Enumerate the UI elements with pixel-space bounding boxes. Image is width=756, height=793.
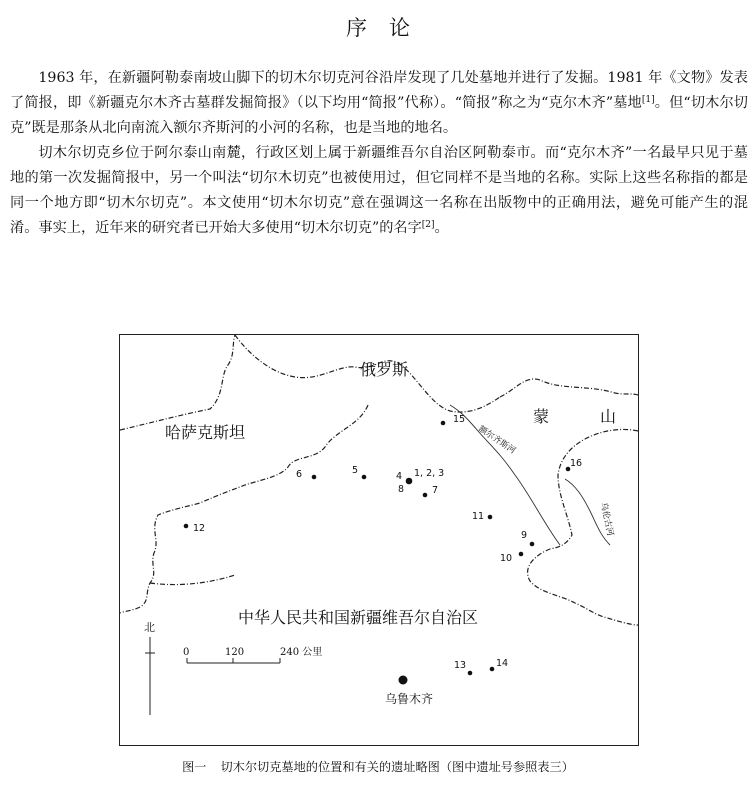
site-6-dot: [312, 475, 317, 480]
region-mongolia-2: 山: [600, 407, 617, 426]
section-title: 序论: [346, 16, 432, 40]
border-kazakhstan-china-south: [150, 575, 235, 585]
river-irtysh: [450, 405, 560, 545]
site-14-label: 14: [496, 658, 509, 669]
paragraph-2-text-b: 。: [434, 220, 449, 236]
site-9-dot: [530, 542, 535, 547]
footnote-ref-2[interactable]: [2]: [421, 220, 435, 230]
footnote-ref-1[interactable]: [1]: [641, 95, 655, 105]
site-4-label: 4: [396, 471, 403, 482]
site-7-dot: [423, 493, 428, 498]
region-russia: 俄罗斯: [360, 360, 409, 379]
north-arrow-icon: [145, 637, 155, 715]
urumqi-dot: [399, 676, 408, 685]
river-irtysh-label: 额尔齐斯河: [476, 424, 518, 457]
paragraph-2-text-a: 切木尔切克乡位于阿尔泰山南麓，行政区划上属于新疆维吾尔自治区阿勒泰市。而“克尔木齐”一名最早只见于墓地的第一次发掘简报中，另一个叫法“切尔木切克”也被使用过，但它同样不是当地的名称。实际上这些名称指的都是同一个地方即“切木尔切克”。本文使用“切木尔切克”意在强调这一名称在出版物中的正确用法，避免可能产生的混淆。事实上，近年来的研究者已开始大多使用“切木尔切克”的名字: [10, 145, 748, 236]
north-label: 北: [144, 621, 155, 634]
site-8-label: 8: [398, 484, 405, 495]
paragraph-1-text-b: 。但“切木尔切克”既是那条从北向南流入额尔齐斯河的小河的名称，也是当地的地名。: [10, 95, 748, 136]
border-mongolia-china: [528, 429, 638, 625]
figure-caption: [0, 758, 756, 775]
scale-label-0: 0: [183, 647, 190, 658]
site-10-label: 10: [500, 553, 513, 564]
scale-label-240: 240 公里: [280, 647, 323, 658]
region-xinjiang: 中华人民共和国新疆维吾尔自治区: [238, 608, 479, 627]
site-10-dot: [519, 552, 524, 557]
site-14-dot: [490, 667, 495, 672]
figure-number: 图一: [182, 760, 207, 774]
site-map: [119, 334, 639, 746]
site-12-dot: [184, 524, 189, 529]
city-urumqi: 乌鲁木齐: [385, 692, 434, 706]
paragraph-1-text-a: 1963 年，在新疆阿勒泰南坡山脚下的切木尔切克河谷沿岸发现了几处墓地并进行了发掘。1981 年《文物》发表了简报，即《新疆克尔木齐古墓群发掘简报》（以下均用“简报”代称）。“简报”称之为“克尔木齐”墓地: [10, 70, 748, 111]
site-7-label: 7: [432, 485, 439, 496]
site-15-label: 15: [453, 414, 466, 425]
site-1-2-3-label: 1, 2, 3: [414, 468, 445, 479]
site-11-label: 11: [472, 511, 485, 522]
region-kazakhstan: 哈萨克斯坦: [165, 423, 246, 442]
region-mongolia-1: 蒙: [533, 407, 550, 426]
site-5-label: 5: [352, 465, 359, 476]
body-text: [10, 66, 748, 241]
site-11-dot: [488, 515, 493, 520]
site-16-label: 16: [570, 458, 583, 469]
paragraph-1: [10, 66, 748, 141]
scale-label-120: 120: [225, 647, 245, 658]
site-5-dot: [362, 475, 367, 480]
site-15-dot: [441, 421, 446, 426]
site-9-label: 9: [521, 530, 528, 541]
border-russia-mongolia: [500, 379, 638, 397]
river-ulungur-label: 乌伦古河: [598, 501, 615, 537]
figure-caption-text: 切木尔切克墓地的位置和有关的遗址略图（图中遗址号参照表三）: [220, 760, 574, 774]
site-13-label: 13: [454, 660, 467, 671]
paragraph-2: [10, 141, 748, 241]
scale-bar: [187, 658, 280, 663]
map-drawing: [120, 335, 638, 745]
site-13-dot: [468, 671, 473, 676]
site-12-label: 12: [193, 523, 206, 534]
border-russia-kazakhstan: [120, 335, 235, 430]
site-1-2-3-dot: [406, 478, 413, 485]
site-6-label: 6: [296, 469, 303, 480]
